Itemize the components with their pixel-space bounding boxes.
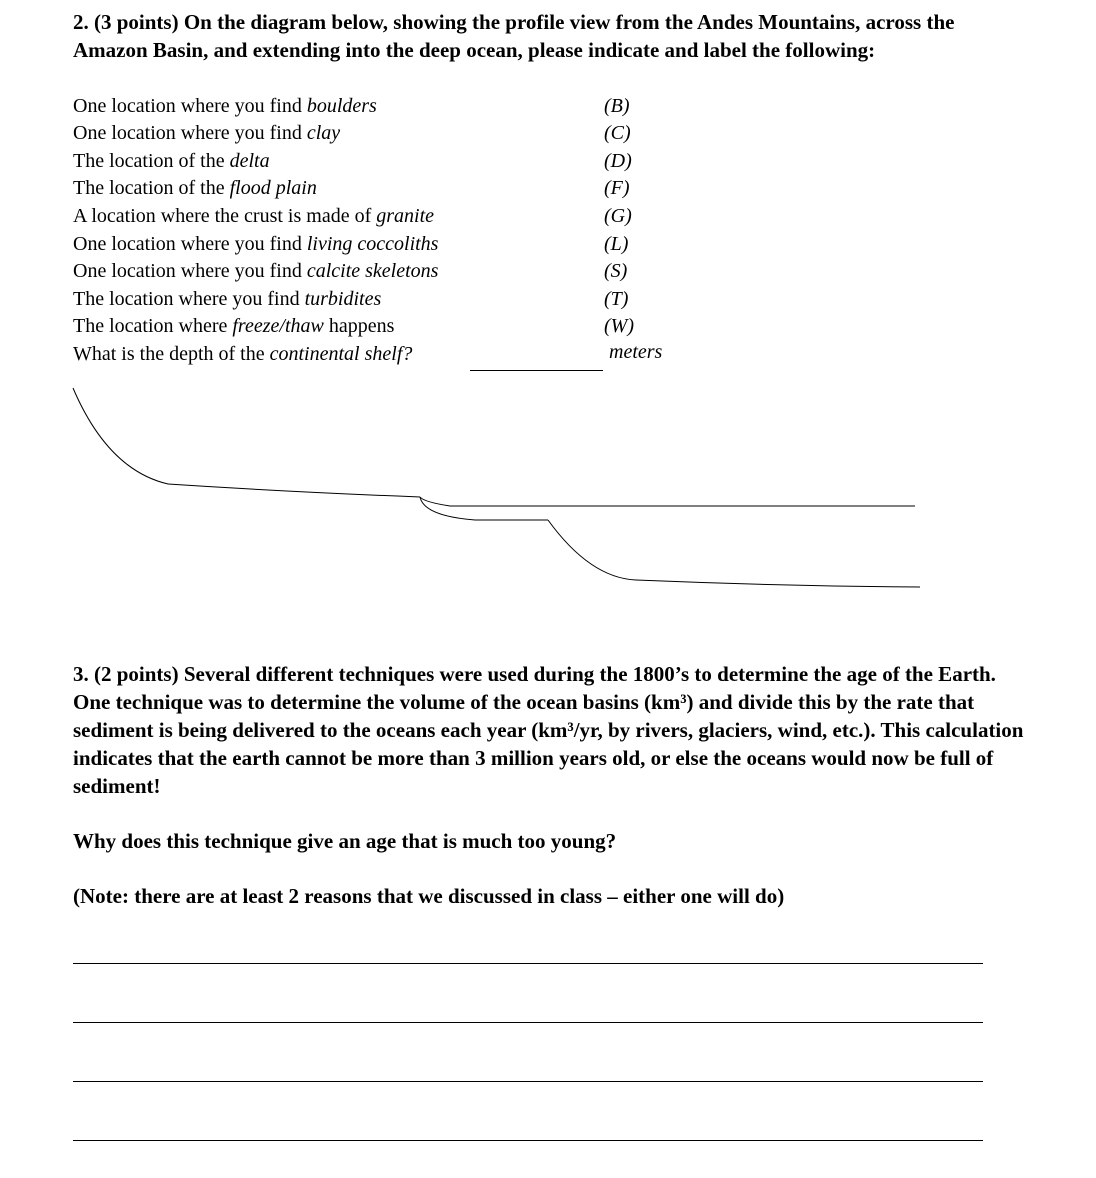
- code-w: (W): [604, 315, 634, 337]
- label-item-granite: A location where the crust is made of granite: [73, 205, 435, 227]
- label-item-calcite-skeletons: One location where you find calcite skeletons: [73, 260, 439, 282]
- question-shelf-depth: What is the depth of the continental shelf?: [73, 343, 413, 365]
- code-b: (B): [604, 95, 630, 117]
- sea-level-line: [420, 497, 915, 506]
- depth-unit: meters: [609, 341, 663, 363]
- q2-heading: 2. (3 points) On the diagram below, showing the profile view from the Andes Mountains, across the Amazon Basin, and extending into the deep ocean, please indicate and label the following:: [73, 10, 955, 62]
- q3-question: Why does this technique give an age that is much too young?: [73, 829, 617, 853]
- amazon-basin-line: [168, 484, 420, 497]
- continental-slope-line: [548, 520, 636, 580]
- code-s: (S): [604, 260, 628, 282]
- code-g: (G): [604, 205, 632, 227]
- code-t: (T): [604, 288, 629, 310]
- label-item-living-coccoliths: One location where you find living coccoliths: [73, 233, 439, 255]
- answer-line[interactable]: [73, 1022, 983, 1023]
- shelf-depth-answer-blank[interactable]: [470, 370, 603, 371]
- label-item-delta: The location of the delta: [73, 150, 270, 172]
- label-item-boulders: One location where you find boulders: [73, 95, 377, 117]
- label-item-turbidites: The location where you find turbidites: [73, 288, 382, 310]
- code-f: (F): [604, 177, 630, 199]
- profile-diagram[interactable]: [0, 380, 1096, 610]
- code-c: (C): [604, 122, 631, 144]
- q3-heading: 3. (2 points) Several different techniques were used during the 1800’s to determine the age of the Earth. One technique was to determine the volume of the ocean basins (km³) and divide this by the rate that sediment is being delivered to the oceans each year (km³/yr, by rivers, glaciers, wind, etc.). This calculation indicates that the earth cannot be more than 3 million years old, or else the oceans would now be full of sediment!: [73, 662, 1024, 798]
- q3-note: (Note: there are at least 2 reasons that we discussed in class – either one will do): [73, 884, 785, 908]
- label-item-clay: One location where you find clay: [73, 122, 341, 144]
- answer-line[interactable]: [73, 1081, 983, 1082]
- label-item-freeze-thaw: The location where freeze/thaw happens: [73, 315, 395, 337]
- andes-slope-line: [73, 388, 168, 484]
- label-item-flood-plain: The location of the flood plain: [73, 177, 317, 199]
- continental-shelf-line: [420, 497, 548, 520]
- code-l: (L): [604, 233, 629, 255]
- answer-line[interactable]: [73, 1140, 983, 1141]
- abyssal-plain-line: [636, 580, 920, 587]
- code-d: (D): [604, 150, 632, 172]
- answer-line[interactable]: [73, 963, 983, 964]
